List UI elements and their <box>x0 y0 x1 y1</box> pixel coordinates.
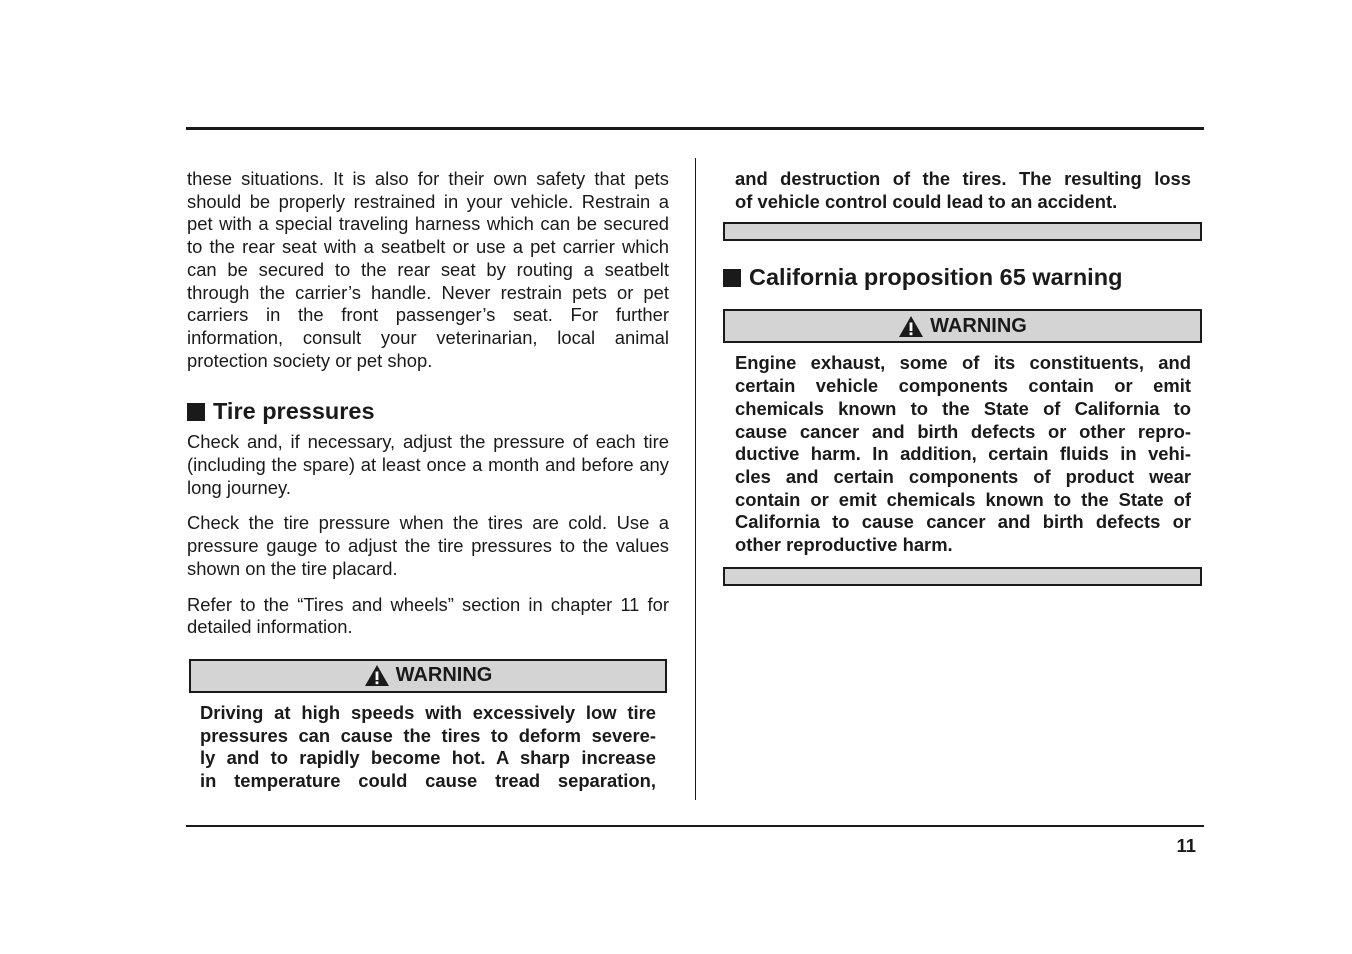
warning-end-bar <box>723 567 1202 586</box>
section-square-icon <box>723 269 741 287</box>
prop65-warning-text <box>735 352 1191 556</box>
tire-warning-text <box>200 702 656 793</box>
warning-label: WARNING <box>930 314 1027 337</box>
bottom-rule <box>186 825 1204 827</box>
warning-text-line: chemicals known to the State of California to <box>735 397 1191 419</box>
tire-warning-continued <box>735 168 1191 213</box>
warning-text-line: contain or emit chemicals known to the State of <box>735 488 1191 510</box>
intro-paragraph: these situations. It is also for their own safety that pets should be properly restrained in your vehicle. Restrain a pet with a special traveling harness which can be secured to the rear seat with a seatbelt or use a pet carrier which can be secured to the rear seat by routing a seatbelt through the carrier’s handle. Never restrain pets or pet carriers in the front passenger’s seat. For further information, consult your veterinarian, local animal protection society or pet shop. <box>187 168 669 371</box>
warning-text-line: California to cause cancer and birth defects or <box>735 511 1191 533</box>
tire-paragraph: Check the tire pressure when the tires are cold. Use a pressure gauge to adjust the tire pressures to the values shown on the tire placard. <box>187 512 669 579</box>
column-divider <box>695 158 696 800</box>
warning-end-bar <box>723 222 1202 241</box>
warning-text-line: cles and certain components of product wear <box>735 465 1191 487</box>
left-column <box>187 168 669 793</box>
tire-pressures-heading-text: Tire pressures <box>213 398 375 425</box>
prop65-warning-header <box>723 309 1202 343</box>
warning-triangle-icon <box>364 664 390 687</box>
tire-paragraph: Refer to the “Tires and wheels” section in chapter 11 for detailed information. <box>187 593 669 638</box>
warning-text-line: ductive harm. In addition, certain fluids in vehi- <box>735 443 1191 465</box>
tire-pressures-heading <box>187 398 669 425</box>
prop65-heading-text: California proposition 65 warning <box>749 264 1123 291</box>
warning-text-line: cause cancer and birth defects or other repro- <box>735 420 1191 442</box>
warning-text-line: of vehicle control could lead to an accident. <box>735 190 1118 212</box>
warning-text-line: Engine exhaust, some of its constituents, and <box>735 352 1191 374</box>
section-square-icon <box>187 403 205 421</box>
warning-text-line: ly and to rapidly become hot. A sharp increase <box>200 747 656 769</box>
tire-warning-header <box>189 659 667 693</box>
prop65-heading <box>723 264 1202 291</box>
page-number: 11 <box>1176 835 1196 856</box>
warning-text-line: other reproductive harm. <box>735 534 953 556</box>
warning-text-line: Driving at high speeds with excessively low tire <box>200 701 656 723</box>
warning-label: WARNING <box>395 664 493 687</box>
top-rule <box>186 127 1204 130</box>
tire-paragraph: Check and, if necessary, adjust the pressure of each tire (including the spare) at least once a month and before any long journey. <box>187 431 669 498</box>
warning-text-line: pressures can cause the tires to deform severe- <box>200 724 656 746</box>
warning-text-line: and destruction of the tires. The resulting loss <box>735 168 1191 189</box>
warning-text-line: in temperature could cause tread separation, <box>200 770 656 792</box>
right-column <box>723 168 1202 586</box>
tire-pressures-body <box>187 431 669 639</box>
warning-triangle-icon <box>898 315 924 338</box>
warning-text-line: certain vehicle components contain or emit <box>735 375 1191 397</box>
